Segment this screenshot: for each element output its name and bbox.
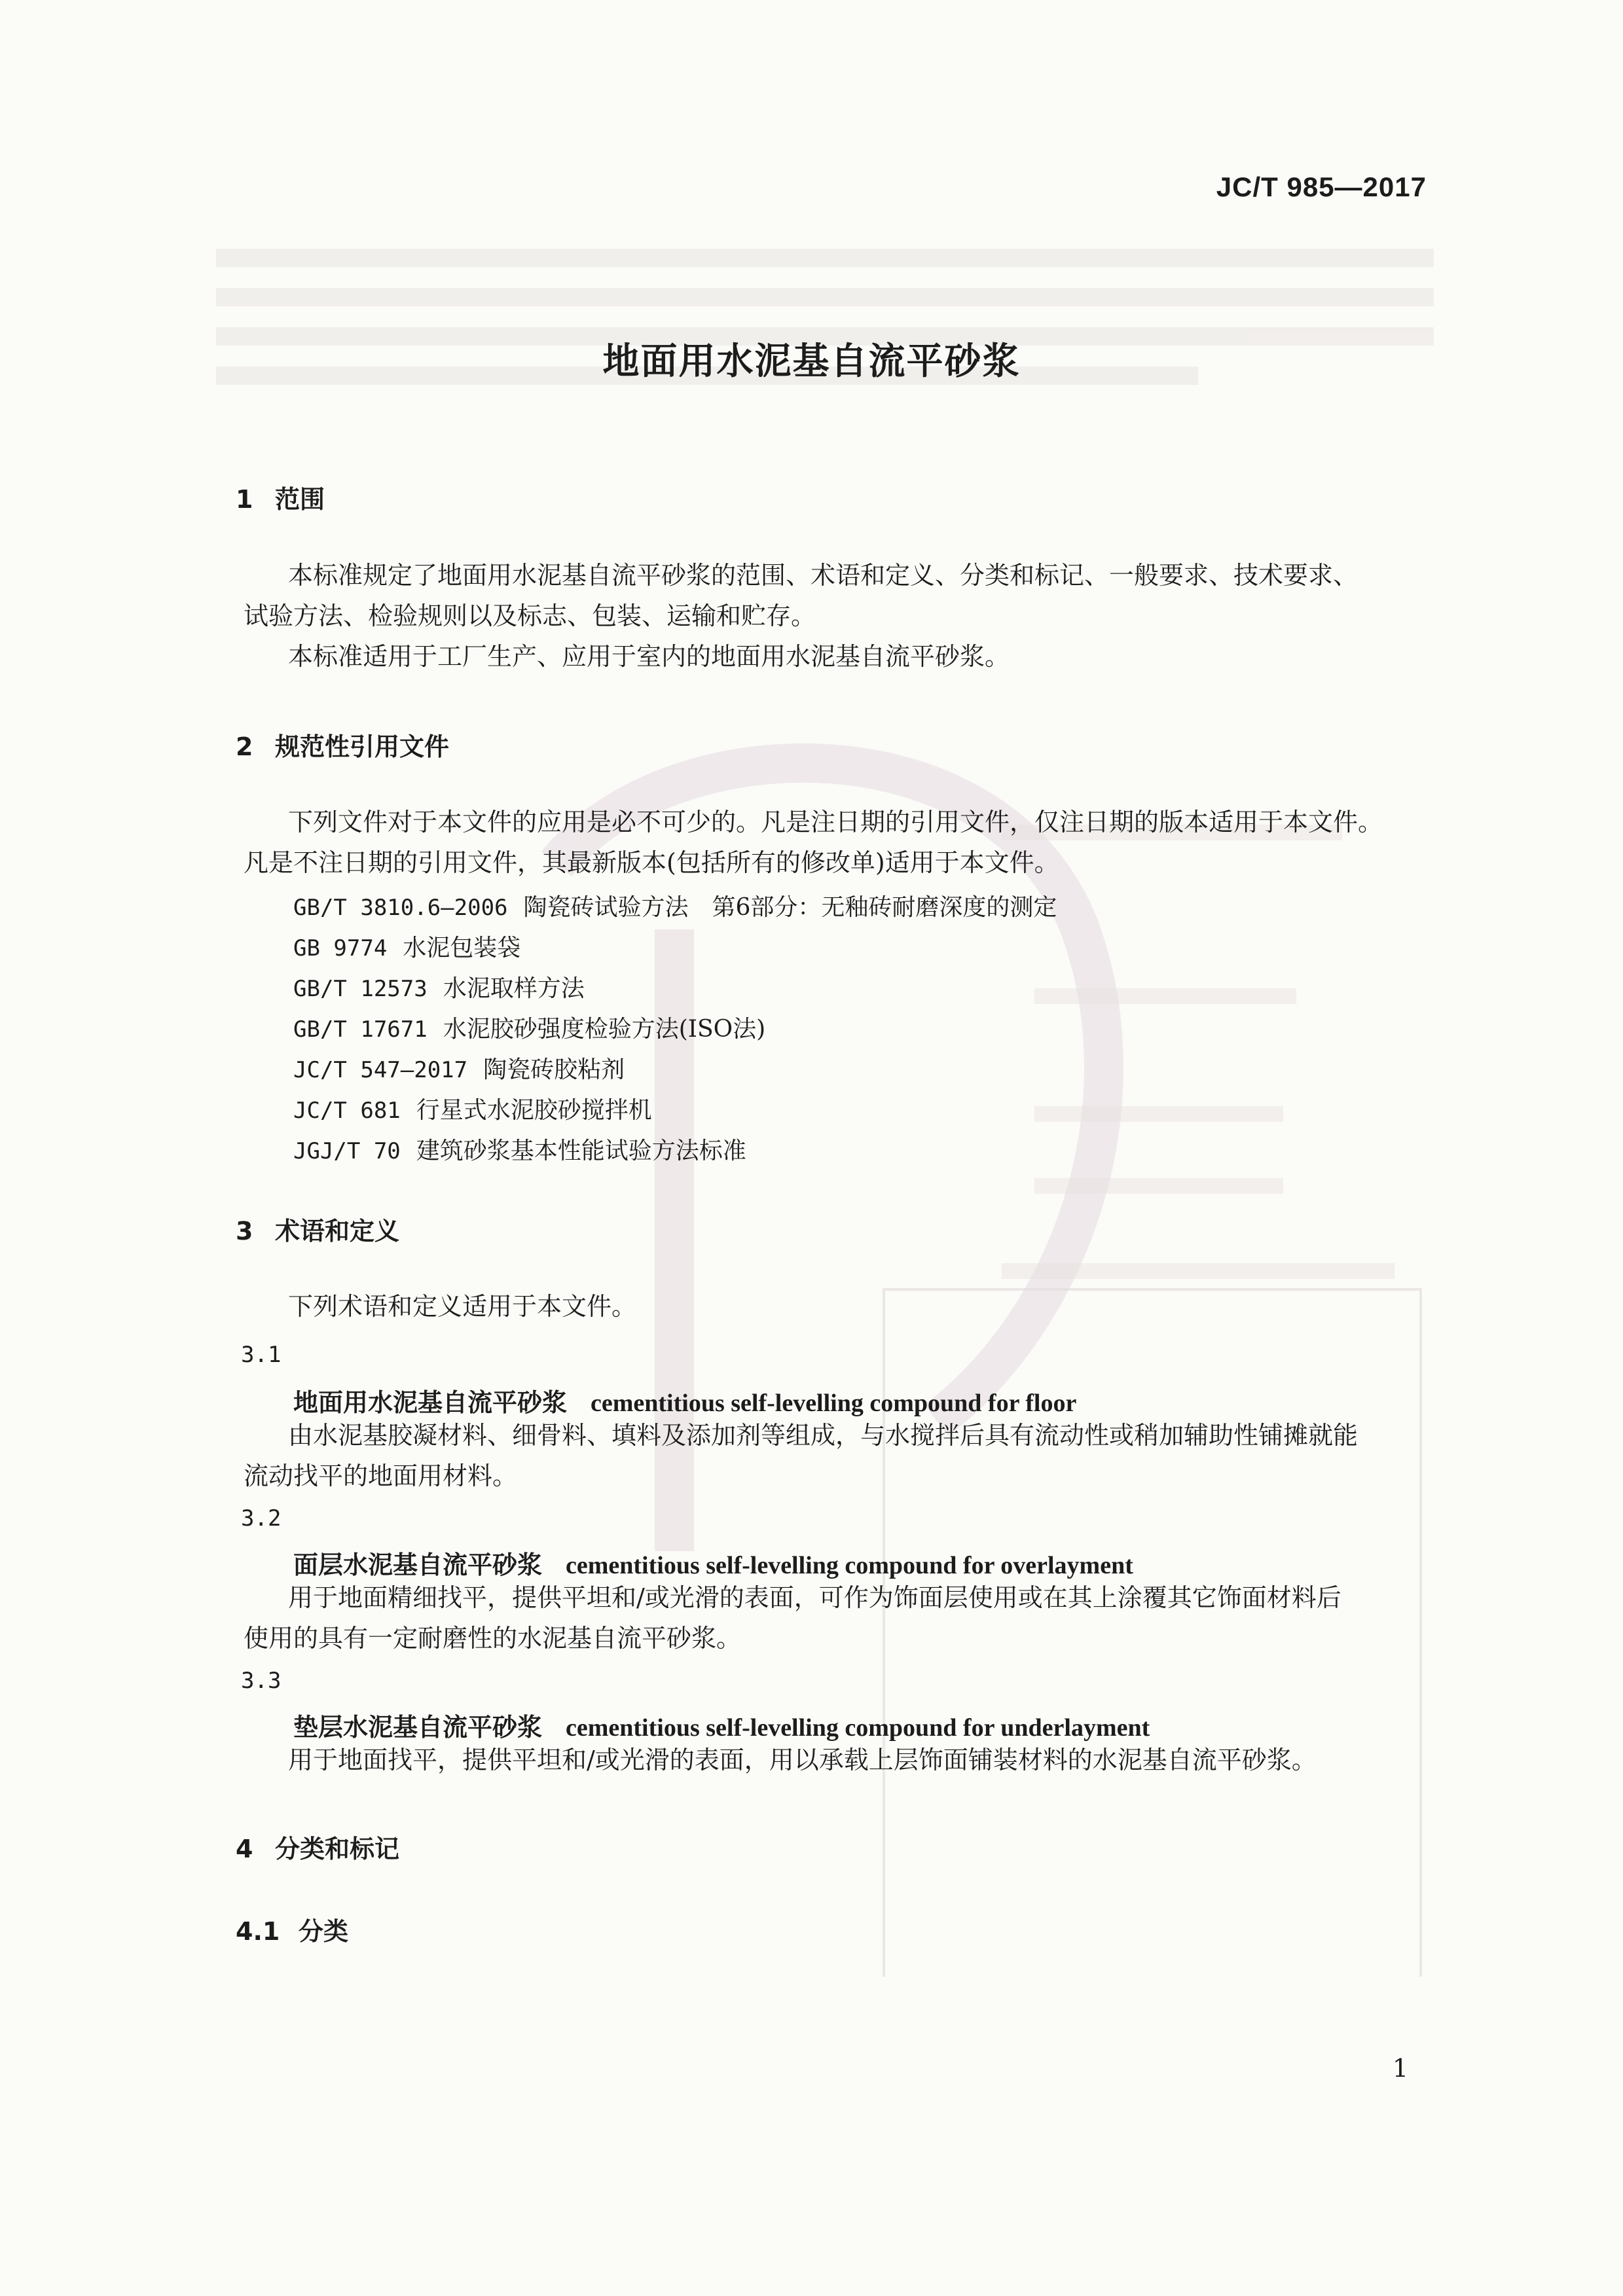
term-definition-line: 由水泥基胶凝材料、细骨料、填料及添加剂等组成，与水搅拌后具有流动性或稍加辅助性铺摊就能	[288, 1421, 1359, 1450]
reference-title: 陶瓷砖试验方法 第6部分：无釉砖耐磨深度的测定	[523, 894, 1057, 921]
normative-reference	[293, 1011, 765, 1044]
term-chinese: 垫层水泥基自流平砂浆	[293, 1713, 543, 1742]
section-2-paragraph-line: 凡是不注日期的引用文件，其最新版本(包括所有的修改单)适用于本文件。	[244, 848, 1059, 877]
normative-reference	[293, 970, 585, 1003]
subsection-number: 4.1	[236, 1917, 280, 1946]
reference-code: GB/T 17671	[293, 1016, 428, 1043]
normative-reference	[293, 1132, 746, 1166]
section-number: 4	[236, 1835, 253, 1863]
term-definition-line: 用于地面精细找平，提供平坦和/或光滑的表面，可作为饰面层使用或在其上涂覆其它饰面材料后	[288, 1583, 1341, 1612]
term-heading	[293, 1545, 1133, 1581]
page-number: 1	[1392, 2054, 1408, 2083]
term-chinese: 面层水泥基自流平砂浆	[293, 1551, 543, 1579]
reference-title: 水泥胶砂强度检验方法(ISO法)	[443, 1016, 766, 1043]
document-code: JC/T 985—2017	[1216, 171, 1427, 202]
reference-code: JGJ/T 70	[293, 1138, 401, 1164]
reference-code: JC/T 547—2017	[293, 1057, 468, 1083]
reference-code: GB/T 12573	[293, 976, 428, 1002]
normative-reference	[293, 929, 520, 963]
normative-reference	[293, 1092, 652, 1125]
term-definition-line: 使用的具有一定耐磨性的水泥基自流平砂浆。	[244, 1624, 742, 1653]
reference-code: GB/T 3810.6—2006	[293, 895, 508, 921]
reference-title: 建筑砂浆基本性能试验方法标准	[416, 1138, 746, 1164]
section-title: 分类和标记	[275, 1835, 400, 1863]
term-chinese: 地面用水泥基自流平砂浆	[293, 1388, 568, 1417]
section-number: 1	[236, 485, 253, 514]
section-3-intro: 下列术语和定义适用于本文件。	[288, 1292, 637, 1321]
term-number: 3.2	[241, 1505, 282, 1532]
reference-title: 水泥取样方法	[443, 975, 585, 1002]
reference-code: JC/T 681	[293, 1098, 401, 1124]
normative-reference	[293, 1051, 625, 1085]
section-2-heading	[236, 726, 449, 762]
section-title: 规范性引用文件	[275, 732, 450, 761]
reference-code: GB 9774	[293, 935, 388, 961]
section-title: 术语和定义	[275, 1217, 400, 1246]
term-number: 3.3	[241, 1668, 282, 1694]
reference-title: 行星式水泥胶砂搅拌机	[416, 1097, 652, 1124]
normative-reference	[293, 889, 1057, 922]
term-definition-line: 用于地面找平，提供平坦和/或光滑的表面，用以承载上层饰面铺装材料的水泥基自流平砂浆。	[288, 1746, 1317, 1774]
term-english: cementitious self-levelling compound for overlayment	[566, 1552, 1133, 1579]
subsection-4-1-heading	[236, 1911, 348, 1947]
page-title: 地面用水泥基自流平砂浆	[602, 340, 1021, 383]
term-english: cementitious self-levelling compound for underlayment	[566, 1714, 1150, 1742]
section-1-paragraph-line: 本标准规定了地面用水泥基自流平砂浆的范围、术语和定义、分类和标记、一般要求、技术要求、	[288, 561, 1359, 590]
term-english: cementitious self-levelling compound for floor	[591, 1390, 1077, 1417]
reference-title: 水泥包装袋	[403, 935, 521, 961]
section-1-heading	[236, 479, 325, 515]
section-4-heading	[236, 1829, 399, 1865]
section-number: 2	[236, 732, 253, 761]
section-number: 3	[236, 1217, 253, 1246]
section-2-paragraph-line: 下列文件对于本文件的应用是必不可少的。凡是注日期的引用文件，仅注日期的版本适用于本文件。	[288, 808, 1383, 836]
section-1-paragraph: 本标准适用于工厂生产、应用于室内的地面用水泥基自流平砂浆。	[288, 642, 1010, 671]
term-definition-line: 流动找平的地面用材料。	[244, 1462, 518, 1490]
section-3-heading	[236, 1211, 399, 1247]
reference-title: 陶瓷砖胶粘剂	[483, 1056, 625, 1083]
term-heading	[293, 1382, 1076, 1418]
term-number: 3.1	[241, 1342, 282, 1368]
section-title: 范围	[275, 485, 325, 514]
subsection-title: 分类	[299, 1917, 349, 1946]
section-1-paragraph-line: 试验方法、检验规则以及标志、包装、运输和贮存。	[244, 601, 816, 630]
term-heading	[293, 1707, 1150, 1743]
